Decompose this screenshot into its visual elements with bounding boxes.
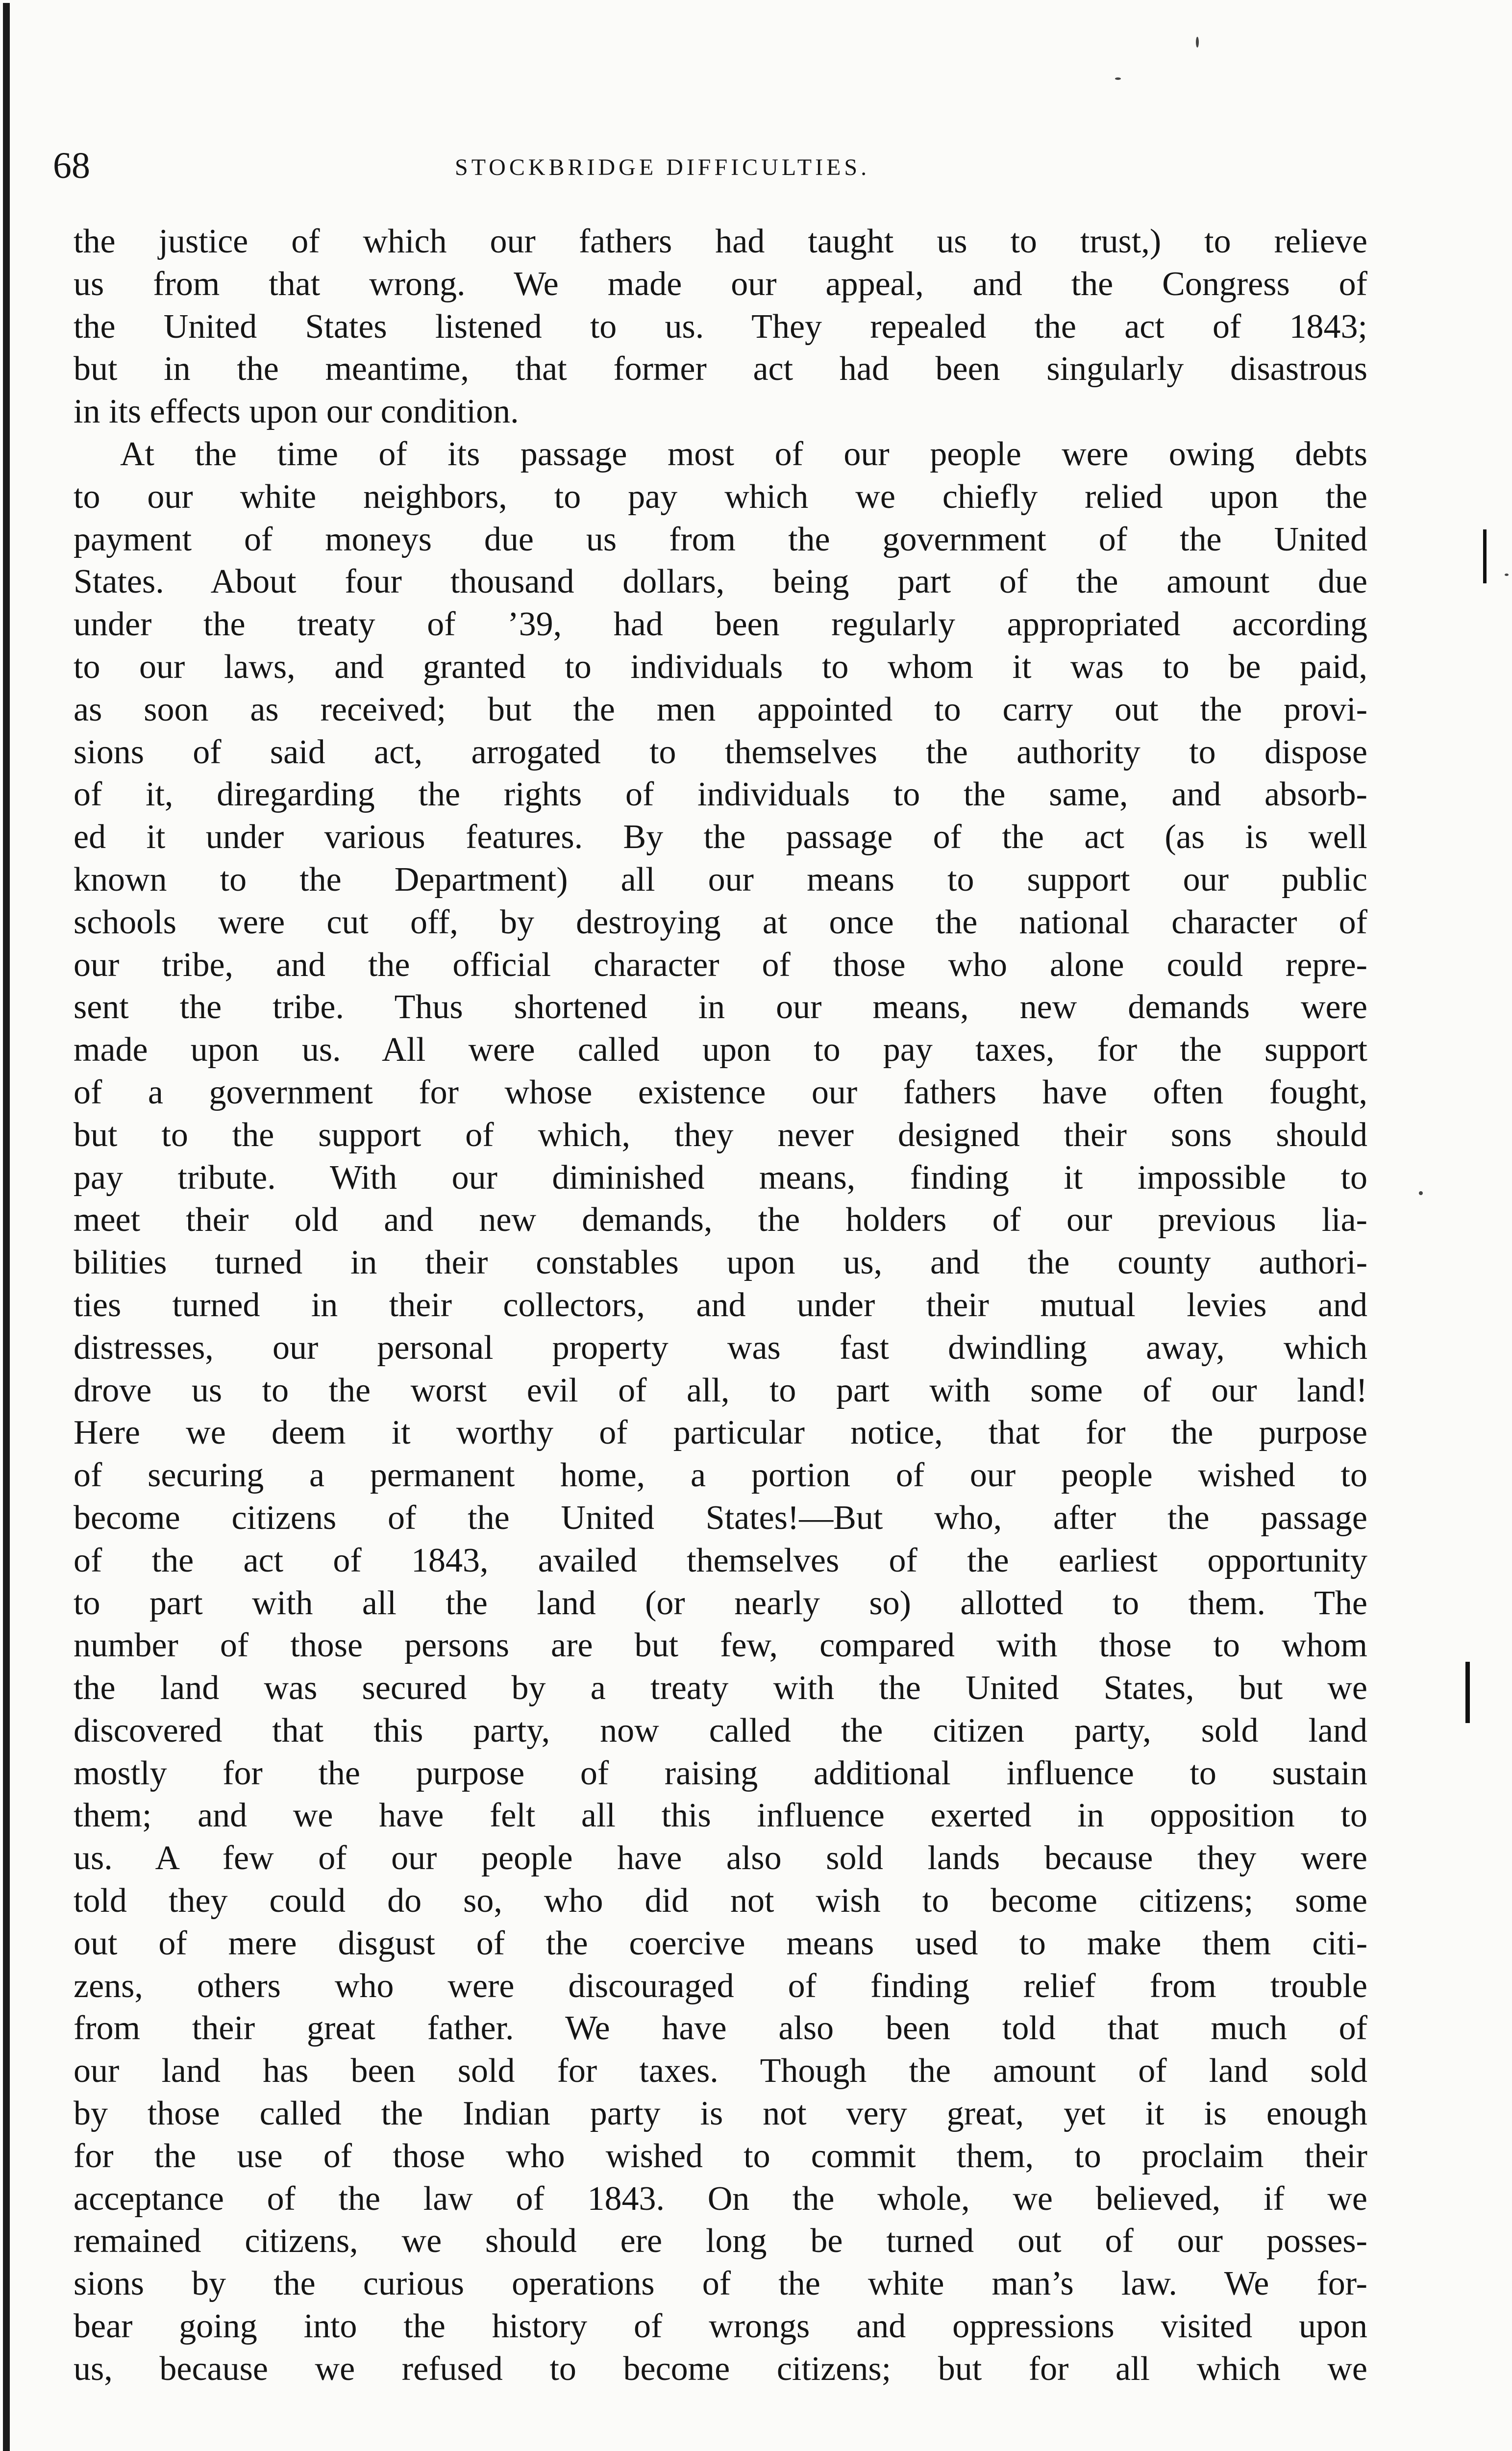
text-line: sent the tribe. Thus shortened in our means, new demands were (74, 988, 1367, 1026)
text-line: sions by the curious operations of the white man’s law. We for- (74, 2265, 1367, 2303)
text-line: our land has been sold for taxes. Though the amount of land sold (74, 2052, 1367, 2090)
text-line: mostly for the purpose of raising additional influence to sustain (74, 1754, 1367, 1792)
text-line: At the time of its passage most of our people were owing debts (120, 435, 1367, 473)
text-line: of it, diregarding the rights of individuals to the same, and absorb- (74, 775, 1367, 814)
running-header (53, 137, 1376, 196)
text-line: of securing a permanent home, a portion of our people wished to (74, 1456, 1367, 1495)
text-line: schools were cut off, by destroying at once the national character of (74, 903, 1367, 941)
text-line: of the act of 1843, availed themselves of the earliest opportunity (74, 1541, 1367, 1579)
text-line: acceptance of the law of 1843. On the whole, we believed, if we (74, 2179, 1367, 2218)
text-line: the justice of which our fathers had taught us to trust,) to relieve (74, 223, 1367, 260)
ink-speck (1196, 37, 1199, 48)
body-text (74, 221, 1367, 2391)
text-line: to our white neighbors, to pay which we chiefly relied upon the (74, 477, 1367, 516)
text-line: payment of moneys due us from the government of the United (74, 520, 1367, 558)
margin-rule-mark (1483, 529, 1487, 583)
text-line: but to the support of which, they never designed their sons should (74, 1116, 1367, 1154)
text-line: from their great father. We have also been told that much of (74, 2009, 1367, 2048)
ink-speck (1115, 77, 1121, 80)
text-line: bilities turned in their constables upon us, and the county authori- (74, 1244, 1367, 1282)
text-line: but in the meantime, that former act had been singularly disastrous (74, 350, 1367, 388)
text-line: bear going into the history of wrongs and oppressions visited upon (74, 2307, 1367, 2346)
text-line: us from that wrong. We made our appeal, and the Congress of (74, 265, 1367, 303)
text-line: us. A few of our people have also sold lands because they were (74, 1839, 1367, 1877)
running-title: STOCKBRIDGE DIFFICULTIES. (455, 154, 870, 180)
text-line: drove us to the worst evil of all, to part with some of our land! (74, 1371, 1367, 1409)
text-line: meet their old and new demands, the holders of our previous lia- (74, 1201, 1367, 1239)
text-line: States. About four thousand dollars, being part of the amount due (74, 563, 1367, 601)
text-line: as soon as received; but the men appointed to carry out the provi- (74, 690, 1367, 728)
text-line: ties turned in their collectors, and under their mutual levies and (74, 1286, 1367, 1324)
text-line: the United States listened to us. They repealed the act of 1843; (74, 307, 1367, 346)
text-line: out of mere disgust of the coercive means used to make them citi- (74, 1924, 1367, 1962)
text-line: told they could do so, who did not wish to become citizens; some (74, 1882, 1367, 1920)
text-line: pay tribute. With our diminished means, finding it impossible to (74, 1158, 1367, 1197)
margin-rule-mark (1465, 1662, 1470, 1723)
text-line: the land was secured by a treaty with the United States, but we (74, 1669, 1367, 1707)
text-line: ed it under various features. By the passage of the act (as is well (74, 818, 1367, 856)
text-line: known to the Department) all our means to support our public (74, 860, 1367, 899)
text-line: our tribe, and the official character of those who alone could repre- (74, 946, 1367, 984)
text-line: in its effects upon our condition. (74, 393, 519, 431)
text-line: to our laws, and granted to individuals to whom it was to be paid, (74, 648, 1367, 686)
text-line: zens, others who were discouraged of finding relief from trouble (74, 1967, 1367, 2005)
text-line: discovered that this party, now called the citizen party, sold land (74, 1711, 1367, 1750)
text-line: under the treaty of ’39, had been regularly appropriated according (74, 605, 1367, 644)
text-line: number of those persons are but few, compared with those to whom (74, 1626, 1367, 1665)
text-line: Here we deem it worthy of particular notice, that for the purpose (74, 1414, 1367, 1452)
text-line: distresses, our personal property was fast dwindling away, which (74, 1328, 1367, 1367)
ink-speck (1505, 574, 1509, 576)
text-line: sions of said act, arrogated to themselves the authority to dispose (74, 733, 1367, 771)
ink-speck (1419, 1191, 1423, 1195)
text-line: become citizens of the United States!—But who, after the passage (74, 1499, 1367, 1537)
text-line: of a government for whose existence our fathers have often fought, (74, 1073, 1367, 1111)
text-line: them; and we have felt all this influence exerted in opposition to (74, 1797, 1367, 1835)
text-line: by those called the Indian party is not very great, yet it is enough (74, 2095, 1367, 2133)
text-line: remained citizens, we should ere long be turned out of our posses- (74, 2222, 1367, 2260)
text-line: for the use of those who wished to commit them, to proclaim their (74, 2137, 1367, 2175)
page-number: 68 (53, 145, 90, 186)
text-line: to part with all the land (or nearly so) allotted to them. The (74, 1584, 1367, 1622)
text-line: us, because we refused to become citizens; but for all which we (74, 2350, 1367, 2388)
text-line: made upon us. All were called upon to pay taxes, for the support (74, 1031, 1367, 1069)
